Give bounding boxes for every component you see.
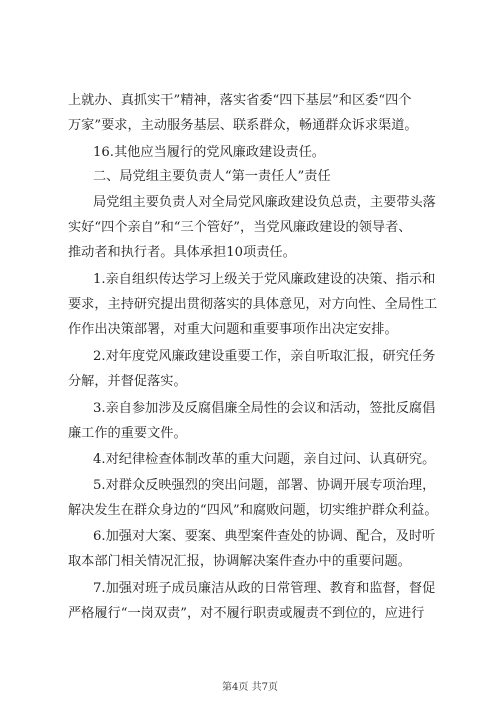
text-line: 万家”要求，主动服务基层、联系群众，畅通群众诉求渠道。 xyxy=(68,118,418,133)
page-number: 第4页 共7页 xyxy=(222,682,278,693)
text-line: 解决发生在群众身边的“四风”和腐败问题，切实维护群众利益。 xyxy=(68,503,438,518)
text-line: 实好“四个亲自”和“三个管好”，当党风廉政建设的领导者、 xyxy=(68,220,412,235)
text-line: 7.加强对班子成员廉洁从政的日常管理、教育和监督，督促 xyxy=(93,581,436,596)
text-line: 作作出决策部署，对重大问题和重要事项作出决定安排。 xyxy=(68,322,398,337)
text-line: 3.亲自参加涉及反腐倡廉全局性的会议和活动，签批反腐倡 xyxy=(93,401,436,416)
text-line: 要求，主持研究提出贯彻落实的具体意见，对方向性、全局性工 xyxy=(68,297,438,312)
text-line: 严格履行“一岗双责”，对不履行职责或履责不到位的，应进行 xyxy=(68,606,425,621)
text-line: 廉工作的重要文件。 xyxy=(68,426,187,441)
text-line: 1.亲自组织传达学习上级关于党风廉政建设的决策、指示和 xyxy=(93,272,436,287)
text-line: 16.其他应当履行的党风廉政建设责任。 xyxy=(93,145,325,160)
text-line: 取本部门相关情况汇报，协调解决案件查办中的重要问题。 xyxy=(68,554,411,569)
text-line: 5.对群众反映强烈的突出问题，部署、协调开展专项治理， xyxy=(93,478,436,493)
section-heading: 二、局党组主要负责人“第一责任人”责任 xyxy=(93,169,331,184)
text-line: 2.对年度党风廉政建设重要工作，亲自听取汇报，研究任务 xyxy=(93,349,436,364)
text-line: 推动者和执行者。具体承担10项责任。 xyxy=(68,245,296,260)
text-line: 分解，并督促落实。 xyxy=(68,374,187,389)
text-line: 4.对纪律检查体制改革的重大问题，亲自过问、认真研究。 xyxy=(93,452,436,467)
text-line: 局党组主要负责人对全局党风廉政建设负总责，主要带头落 xyxy=(93,195,436,210)
text-line: 6.加强对大案、要案、典型案件查处的协调、配合，及时听 xyxy=(93,529,436,544)
text-line: 上就办、真抓实干”精神，落实省委“四下基层”和区委“四个 xyxy=(68,93,412,108)
